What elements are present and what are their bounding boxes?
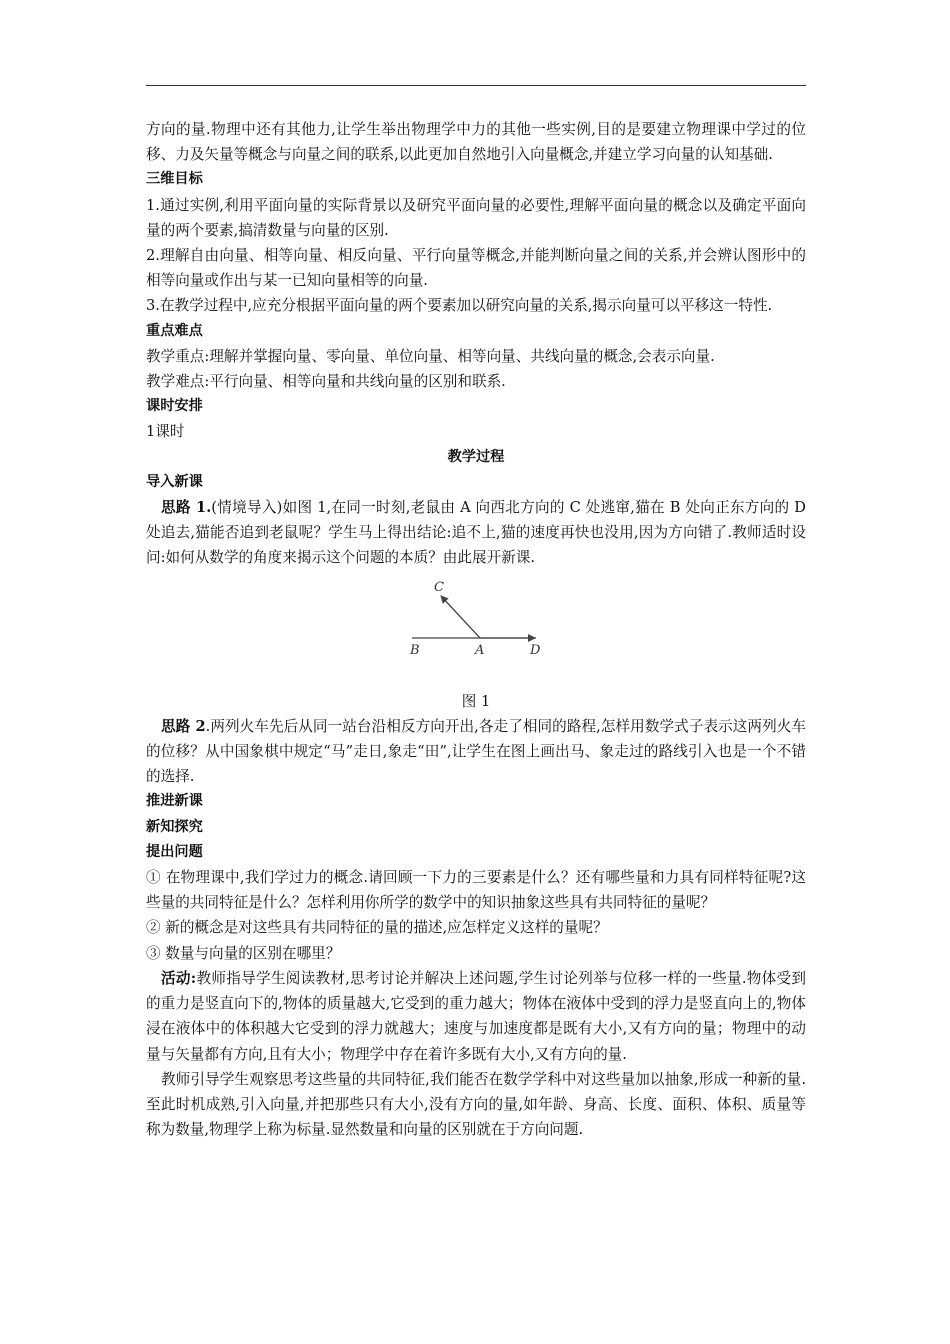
questions-heading: 提出问题 <box>146 843 203 860</box>
schedule-heading: 课时安排 <box>146 398 203 415</box>
question-2: ② 新的概念是对这些具有共同特征的量的描述,应怎样定义这样的量呢？ <box>146 919 608 937</box>
objective-item-2: 2.理解自由向量、相等向量、相反向量、平行向量等概念,并能判断向量之间的关系,并会辨认图形中的相等向量或作出与某一已知向量相等的向量. <box>146 247 806 290</box>
activity-text: 教师指导学生阅读教材,思考讨论并解决上述问题,学生讨论列举与位移一样的一些量.物体受到的重力是竖直向下的,物体的质量越大,它受到的重力越大；物体在液体中受到的浮力是竖直向上的,物体浸在液体中的体积越大它受到的浮力就越大；速度与加速度都是既有大小,又有方向的量；物理中的动量与矢量都有方向,且有大小；物理学中存在着许多既有大小,又有方向的量. <box>146 969 807 1063</box>
label-c: C <box>434 579 444 595</box>
question-3: ③ 数量与向量的区别在哪里？ <box>146 944 341 962</box>
key-focus: 教学重点:理解并掌握向量、零向量、单位向量、相等向量、共线向量的概念,会表示向量. <box>146 347 715 365</box>
header-rule <box>146 85 806 86</box>
key-difficulty: 教学难点:平行向量、相等向量和共线向量的区别和联系. <box>146 373 506 391</box>
label-a: A <box>475 642 485 655</box>
key-points-heading: 重点难点 <box>146 322 203 339</box>
new-knowledge-heading: 新知探究 <box>146 818 203 835</box>
arrow-ac <box>441 596 480 638</box>
intro-lesson-heading: 导入新课 <box>146 473 203 490</box>
idea-2-text: .两列火车先后从同一站台沿相反方向开出,各走了相同的路程,怎样用数学式子表示这两列火车的位移？从中国象棋中规定“马”走日,象走“田”,让学生在图上画出马、象走过的路线引入也是一个不错的选择. <box>146 717 806 786</box>
new-lesson-heading: 推进新课 <box>146 793 203 810</box>
process-title: 教学过程 <box>447 448 505 465</box>
closing-paragraph: 教师引导学生观察思考这些量的共同特征,我们能否在数学学科中对这些量加以抽象,形成一种新的量.至此时机成熟,引入向量,并把那些只有大小,没有方向的量,如年龄、身高、长度、面积、体积、质量等称为数量,物理学上称为标量.显然数量和向量的区别就在于方向问题. <box>146 1070 806 1139</box>
document-body <box>146 117 806 1142</box>
intro-paragraph: 方向的量.物理中还有其他力,让学生举出物理学中力的其他一些实例,目的是要建立物理课中学过的位移、力及矢量等概念与向量之间的联系,以此更加自然地引入向量概念,并建立学习向量的认知基础. <box>146 121 806 164</box>
figure-1-caption: 图 1 <box>461 692 491 710</box>
label-d: D <box>530 642 541 655</box>
objective-item-3: 3.在教学过程中,应充分根据平面向量的两个要素加以研究向量的关系,揭示向量可以平移这一特性. <box>146 297 773 315</box>
idea-2-paragraph <box>146 714 806 790</box>
question-1: ① 在物理课中,我们学过力的概念.请回顾一下力的三要素是什么？还有哪些量和力具有同样特征呢?这些量的共同特征是什么？怎样利用你所学的数学中的知识抽象这些具有共同特征的量呢？ <box>146 869 806 912</box>
idea-2-label: 思路 2 <box>161 717 206 735</box>
objective-item-1: 1.通过实例,利用平面向量的实际背景以及研究平面向量的必要性,理解平面向量的概念以及确定平面向量的两个要素,搞清数量与向量的区别. <box>146 196 806 239</box>
activity-paragraph <box>146 966 806 1067</box>
objectives-heading: 三维目标 <box>146 171 203 188</box>
activity-label: 活动: <box>161 969 197 987</box>
idea-1-label: 思路 1. <box>161 499 212 517</box>
figure-1-diagram <box>406 573 546 655</box>
idea-1-text: (情境导入)如图 1,在同一时刻,老鼠由 A 向西北方向的 C 处逃窜,猫在 B 处向正东方向的 D 处追去,猫能否追到老鼠呢？学生马上得出结论:追不上,猫的速度再快也没用,因为方向错了.教师适时设问:如何从数学的角度来揭示这个问题的本质？由此展开新课. <box>146 499 806 567</box>
schedule-value: 1课时 <box>146 423 185 441</box>
figure-1 <box>146 571 806 689</box>
idea-1-paragraph <box>146 495 806 571</box>
label-b: B <box>410 642 420 655</box>
